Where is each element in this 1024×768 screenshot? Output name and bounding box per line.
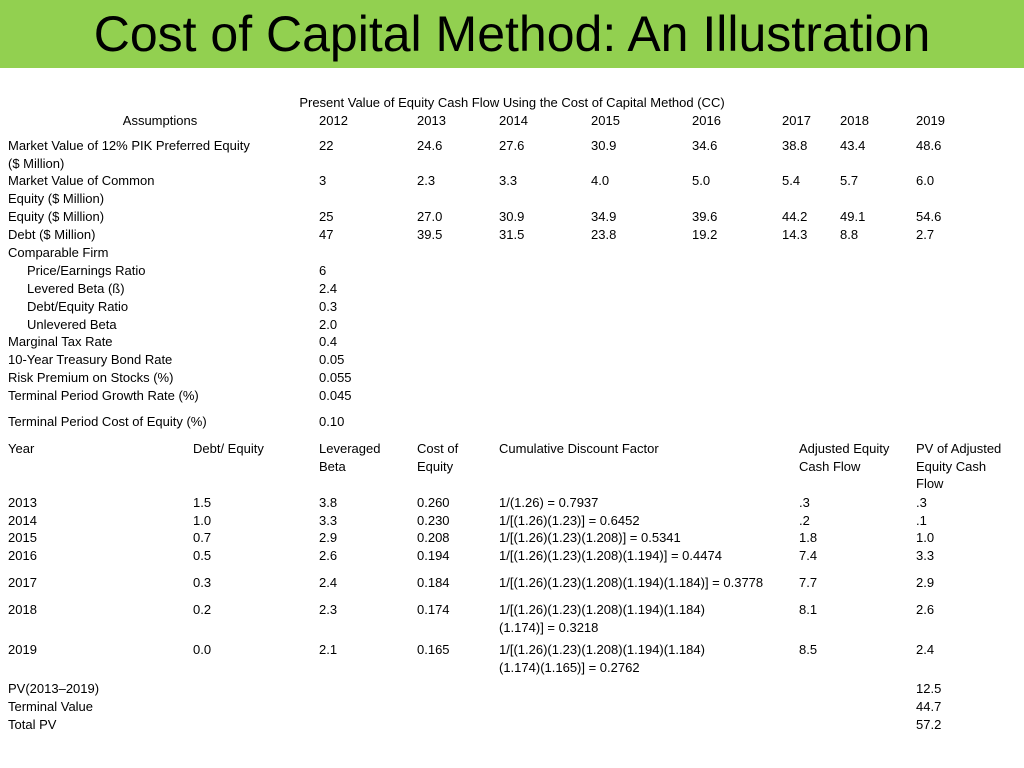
cell-cost-of-equity: 0.230: [417, 513, 450, 528]
column-header-pv-adjusted-equity-cash-flow: Equity Cash: [916, 458, 987, 474]
assumption-value: 43.4: [840, 138, 866, 153]
assumption-value: 44.2: [782, 209, 808, 224]
cell-cumulative-discount-factor: 1/(1.26) = 0.7937: [499, 495, 599, 510]
cell-cumulative-discount-factor: 1/[(1.26)(1.23)(1.208)(1.194)(1.184): [499, 602, 705, 617]
cell-cumulative-discount-factor: 1/[(1.26)(1.23)(1.208)(1.194)(1.184): [499, 642, 705, 657]
cell-year: 2016: [8, 548, 37, 563]
assumption-label: Terminal Period Cost of Equity (%): [8, 414, 207, 429]
cell-debt-equity: 1.5: [193, 495, 212, 510]
cell-debt-equity: 0.3: [193, 575, 212, 590]
cell-year: 2014: [8, 513, 37, 528]
cell-leveraged-beta: 2.9: [319, 530, 338, 545]
assumption-label: Comparable Firm: [8, 245, 109, 260]
assumption-value: 0.3: [319, 299, 338, 314]
year-header-2014: 2014: [499, 113, 528, 128]
assumption-value: 2.3: [417, 173, 436, 188]
assumption-value: 0.10: [319, 414, 345, 429]
cell-cumulative-discount-factor: 1/[(1.26)(1.23)(1.208)] = 0.5341: [499, 530, 681, 545]
total-label: Terminal Value: [8, 699, 94, 714]
cell-cost-of-equity: 0.208: [417, 530, 450, 545]
column-header-adjusted-equity-cash-flow: Cash Flow: [799, 458, 861, 474]
year-header-2018: 2018: [840, 113, 869, 128]
assumption-value: 30.9: [499, 209, 525, 224]
column-header-cost-of-equity: Equity: [417, 458, 454, 474]
assumption-value: 34.9: [591, 209, 617, 224]
column-header-cost-of-equity: Cost of: [417, 441, 459, 456]
cell-debt-equity: 0.0: [193, 642, 212, 657]
year-header-2016: 2016: [692, 113, 721, 128]
total-value: 12.5: [916, 681, 942, 696]
cell-adjusted-equity-cash-flow: 8.5: [799, 642, 818, 657]
assumption-label: Equity ($ Million): [8, 209, 105, 224]
cell-cost-of-equity: 0.174: [417, 602, 450, 617]
assumption-label: Debt ($ Million): [8, 227, 96, 242]
assumption-label: Marginal Tax Rate: [8, 334, 113, 349]
assumption-value: 5.4: [782, 173, 801, 188]
cell-leveraged-beta: 2.6: [319, 548, 338, 563]
assumption-value: 24.6: [417, 138, 443, 153]
cell-leveraged-beta: 2.3: [319, 602, 338, 617]
cell-year: 2013: [8, 495, 37, 510]
column-header-leveraged-beta: Beta: [319, 458, 346, 474]
cell-pv-adjusted-equity-cash-flow: .1: [916, 513, 927, 528]
cell-adjusted-equity-cash-flow: 8.1: [799, 602, 818, 617]
cell-cumulative-discount-factor: 1/[(1.26)(1.23)(1.208)(1.194)] = 0.4474: [499, 548, 722, 563]
assumption-label: Debt/Equity Ratio: [27, 299, 129, 314]
assumption-value: 27.0: [417, 209, 443, 224]
cell-adjusted-equity-cash-flow: 7.7: [799, 575, 818, 590]
column-header-debt-equity: Debt/ Equity: [193, 441, 264, 456]
cell-year: 2018: [8, 602, 37, 617]
cell-leveraged-beta: 2.1: [319, 642, 338, 657]
assumption-value: 49.1: [840, 209, 866, 224]
cell-pv-adjusted-equity-cash-flow: .3: [916, 495, 927, 510]
assumption-label: Equity ($ Million): [8, 190, 105, 206]
assumption-value: 5.0: [692, 173, 711, 188]
column-header-pv-adjusted-equity-cash-flow: Flow: [916, 476, 944, 492]
cell-leveraged-beta: 2.4: [319, 575, 338, 590]
assumption-value: 22: [319, 138, 334, 153]
assumption-value: 2.4: [319, 281, 338, 296]
year-header-2017: 2017: [782, 113, 811, 128]
column-header-pv-adjusted-equity-cash-flow: PV of Adjusted: [916, 441, 1002, 456]
total-value: 44.7: [916, 699, 942, 714]
assumption-value: 47: [319, 227, 334, 242]
assumption-label: Market Value of 12% PIK Preferred Equity: [8, 138, 250, 153]
assumption-label: Price/Earnings Ratio: [27, 263, 146, 278]
total-label: Total PV: [8, 717, 57, 732]
year-header-2013: 2013: [417, 113, 446, 128]
cell-debt-equity: 0.7: [193, 530, 212, 545]
assumption-value: 2.0: [319, 317, 338, 332]
column-header-cumulative-discount-factor: Cumulative Discount Factor: [499, 441, 659, 456]
cell-leveraged-beta: 3.8: [319, 495, 338, 510]
total-label: PV(2013–2019): [8, 681, 100, 696]
cell-adjusted-equity-cash-flow: 1.8: [799, 530, 818, 545]
cell-cumulative-discount-factor: 1/[(1.26)(1.23)] = 0.6452: [499, 513, 640, 528]
assumption-value: 3.3: [499, 173, 518, 188]
assumption-value: 19.2: [692, 227, 718, 242]
assumption-label: Market Value of Common: [8, 173, 155, 188]
assumption-label: Risk Premium on Stocks (%): [8, 370, 174, 385]
column-header-leveraged-beta: Leveraged: [319, 441, 381, 456]
assumption-value: 2.7: [916, 227, 935, 242]
slide-title: Cost of Capital Method: An Illustration: [93, 6, 931, 62]
cell-pv-adjusted-equity-cash-flow: 2.9: [916, 575, 935, 590]
cell-cumulative-discount-factor: (1.174)] = 0.3218: [499, 619, 599, 635]
cell-pv-adjusted-equity-cash-flow: 2.6: [916, 602, 935, 617]
cell-cost-of-equity: 0.260: [417, 495, 450, 510]
assumption-value: 30.9: [591, 138, 617, 153]
assumption-label: 10-Year Treasury Bond Rate: [8, 352, 173, 367]
assumption-value: 31.5: [499, 227, 525, 242]
assumption-value: 39.5: [417, 227, 443, 242]
cell-pv-adjusted-equity-cash-flow: 2.4: [916, 642, 935, 657]
title-bar: [0, 0, 1024, 68]
assumption-value: 38.8: [782, 138, 808, 153]
assumption-label: Levered Beta (ß): [27, 281, 125, 296]
assumption-value: 4.0: [591, 173, 610, 188]
cell-leveraged-beta: 3.3: [319, 513, 338, 528]
assumption-label: ($ Million): [8, 155, 65, 171]
cell-adjusted-equity-cash-flow: .3: [799, 495, 810, 510]
year-header-2015: 2015: [591, 113, 620, 128]
assumption-value: 5.7: [840, 173, 859, 188]
assumption-value: 48.6: [916, 138, 942, 153]
assumption-value: 3: [319, 173, 327, 188]
assumption-label: Unlevered Beta: [27, 317, 117, 332]
cell-debt-equity: 0.5: [193, 548, 212, 563]
assumption-value: 6.0: [916, 173, 935, 188]
table-title: Present Value of Equity Cash Flow Using the Cost of Capital Method (CC): [299, 95, 725, 110]
assumption-label: Terminal Period Growth Rate (%): [8, 388, 199, 403]
cell-cost-of-equity: 0.184: [417, 575, 450, 590]
year-header-2012: 2012: [319, 113, 348, 128]
column-header-year: Year: [8, 441, 35, 456]
assumption-value: 54.6: [916, 209, 942, 224]
assumption-value: 6: [319, 263, 327, 278]
assumption-value: 0.055: [319, 370, 352, 385]
cell-debt-equity: 0.2: [193, 602, 212, 617]
cell-year: 2017: [8, 575, 37, 590]
cell-pv-adjusted-equity-cash-flow: 1.0: [916, 530, 935, 545]
assumption-value: 25: [319, 209, 334, 224]
assumption-value: 39.6: [692, 209, 718, 224]
assumption-value: 0.045: [319, 388, 352, 403]
cell-debt-equity: 1.0: [193, 513, 212, 528]
assumption-value: 8.8: [840, 227, 859, 242]
year-header-2019: 2019: [916, 113, 945, 128]
assumptions-header: Assumptions: [122, 113, 198, 128]
cell-year: 2019: [8, 642, 37, 657]
cell-adjusted-equity-cash-flow: .2: [799, 513, 810, 528]
assumption-value: 0.4: [319, 334, 338, 349]
assumption-value: 23.8: [591, 227, 617, 242]
cell-cost-of-equity: 0.165: [417, 642, 450, 657]
column-header-adjusted-equity-cash-flow: Adjusted Equity: [799, 441, 890, 456]
assumption-value: 0.05: [319, 352, 345, 367]
total-value: 57.2: [916, 717, 942, 732]
cell-cost-of-equity: 0.194: [417, 548, 450, 563]
cell-adjusted-equity-cash-flow: 7.4: [799, 548, 818, 563]
cell-year: 2015: [8, 530, 37, 545]
cell-pv-adjusted-equity-cash-flow: 3.3: [916, 548, 935, 563]
assumption-value: 34.6: [692, 138, 718, 153]
assumption-value: 14.3: [782, 227, 808, 242]
cell-cumulative-discount-factor: 1/[(1.26)(1.23)(1.208)(1.194)(1.184)] = 0.3778: [499, 575, 764, 590]
assumption-value: 27.6: [499, 138, 525, 153]
cell-cumulative-discount-factor: (1.174)(1.165)] = 0.2762: [499, 659, 640, 675]
